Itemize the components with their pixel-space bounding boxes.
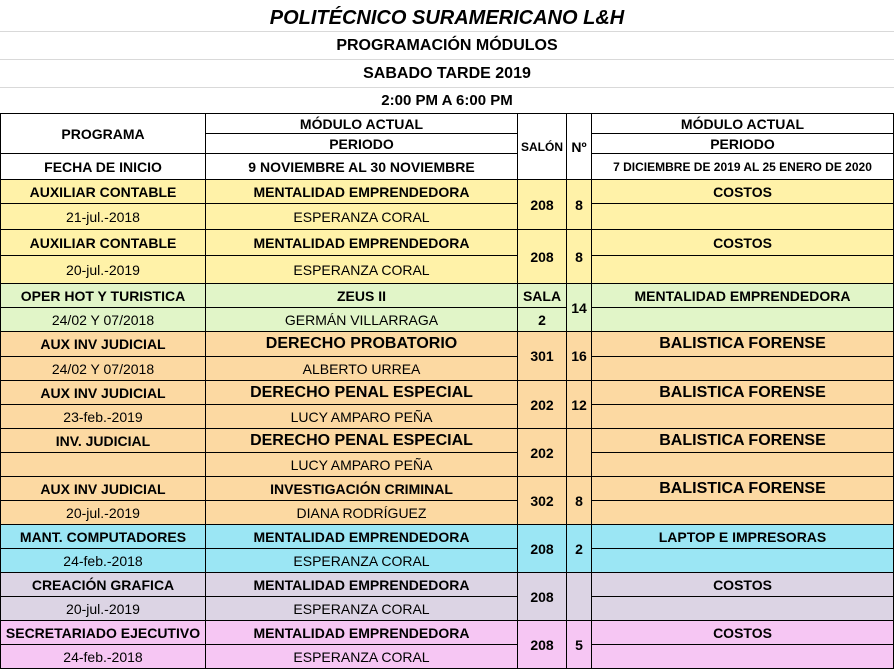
next-module-extra-cell [592, 597, 894, 621]
start-date-cell: 24-feb.-2018 [1, 549, 206, 573]
institution-title: POLITÉCNICO SURAMERICANO L&H [0, 0, 894, 32]
next-module-cell: COSTOS [592, 180, 894, 204]
module-cell: DERECHO PENAL ESPECIAL [206, 429, 518, 453]
table-row [1, 284, 894, 308]
teacher-cell: LUCY AMPARO PEÑA [206, 453, 518, 477]
program-cell: AUX INV JUDICIAL [1, 477, 206, 501]
module-cell: DERECHO PENAL ESPECIAL [206, 381, 518, 405]
table-row [1, 429, 894, 453]
salon-cell: 208 [518, 180, 567, 230]
start-date-cell: 21-jul.-2018 [1, 204, 206, 230]
table-row [1, 381, 894, 405]
teacher-cell: ESPERANZA CORAL [206, 549, 518, 573]
header-modulo-actual-2: MÓDULO ACTUAL [592, 114, 894, 134]
next-module-extra-cell [592, 204, 894, 230]
program-cell: OPER HOT Y TURISTICA [1, 284, 206, 308]
start-date-cell: 24/02 Y 07/2018 [1, 308, 206, 332]
header-num: Nº [567, 114, 592, 180]
next-module-cell: COSTOS [592, 621, 894, 645]
start-date-cell: 20-jul.-2019 [1, 597, 206, 621]
module-cell: MENTALIDAD EMPRENDEDORA [206, 621, 518, 645]
teacher-cell: ESPERANZA CORAL [206, 645, 518, 669]
program-cell: SECRETARIADO EJECUTIVO [1, 621, 206, 645]
next-module-extra-cell [592, 405, 894, 429]
next-module-extra-cell [592, 256, 894, 284]
number-cell [567, 429, 592, 477]
program-cell: MANT. COMPUTADORES [1, 525, 206, 549]
salon-cell: 202 [518, 429, 567, 477]
salon-cell: 208 [518, 621, 567, 669]
module-cell: INVESTIGACIÓN CRIMINAL [206, 477, 518, 501]
header-modulo-actual: MÓDULO ACTUAL [206, 114, 518, 134]
start-date-cell: 23-feb.-2019 [1, 405, 206, 429]
number-cell: 8 [567, 230, 592, 284]
schedule-label: 2:00 PM A 6:00 PM [0, 88, 894, 114]
salon-cell: 208 [518, 525, 567, 573]
table-row [1, 405, 894, 429]
next-module-cell: BALISTICA FORENSE [592, 477, 894, 501]
salon-cell: 202 [518, 381, 567, 429]
module-cell: MENTALIDAD EMPRENDEDORA [206, 525, 518, 549]
table-row [1, 501, 894, 525]
day-label: SABADO TARDE 2019 [0, 60, 894, 88]
number-cell [567, 573, 592, 621]
salon-cell: 301 [518, 332, 567, 381]
salon-cell: 2 [518, 308, 567, 332]
table-row [1, 180, 894, 204]
next-module-cell: LAPTOP E IMPRESORAS [592, 525, 894, 549]
number-cell: 12 [567, 381, 592, 429]
module-cell: ZEUS II [206, 284, 518, 308]
table-row [1, 230, 894, 256]
next-module-cell: COSTOS [592, 573, 894, 597]
start-date-cell [1, 453, 206, 477]
next-module-extra-cell [592, 549, 894, 573]
teacher-cell: GERMÁN VILLARRAGA [206, 308, 518, 332]
header-periodo: PERIODO [206, 134, 518, 154]
next-module-cell: BALISTICA FORENSE [592, 429, 894, 453]
salon-cell: SALA [518, 284, 567, 308]
table-row [1, 645, 894, 669]
number-cell: 16 [567, 332, 592, 381]
schedule-table [0, 113, 894, 669]
next-module-cell: MENTALIDAD EMPRENDEDORA [592, 284, 894, 308]
teacher-cell: ALBERTO URREA [206, 357, 518, 381]
header-salon: SALÓN [518, 114, 567, 180]
program-cell: AUXILIAR CONTABLE [1, 180, 206, 204]
program-cell: AUX INV JUDICIAL [1, 381, 206, 405]
table-row [1, 256, 894, 284]
table-row [1, 621, 894, 645]
start-date-cell: 20-jul.-2019 [1, 501, 206, 525]
program-cell: AUXILIAR CONTABLE [1, 230, 206, 256]
table-row [1, 477, 894, 501]
document-subtitle: PROGRAMACIÓN MÓDULOS [0, 32, 894, 60]
table-row [1, 453, 894, 477]
number-cell: 8 [567, 180, 592, 230]
salon-cell: 302 [518, 477, 567, 525]
table-row [1, 204, 894, 230]
table-row [1, 597, 894, 621]
next-module-cell: BALISTICA FORENSE [592, 332, 894, 357]
number-cell: 14 [567, 284, 592, 332]
table-row [1, 549, 894, 573]
next-module-extra-cell [592, 453, 894, 477]
module-cell: MENTALIDAD EMPRENDEDORA [206, 573, 518, 597]
table-row [1, 308, 894, 332]
start-date-cell: 20-jul.-2019 [1, 256, 206, 284]
salon-cell: 208 [518, 573, 567, 621]
start-date-cell: 24-feb.-2018 [1, 645, 206, 669]
teacher-cell: ESPERANZA CORAL [206, 256, 518, 284]
module-cell: DERECHO PROBATORIO [206, 332, 518, 357]
header-fecha-inicio: FECHA DE INICIO [1, 154, 206, 180]
number-cell: 2 [567, 525, 592, 573]
program-cell: CREACIÓN GRAFICA [1, 573, 206, 597]
module-cell: MENTALIDAD EMPRENDEDORA [206, 180, 518, 204]
module-cell: MENTALIDAD EMPRENDEDORA [206, 230, 518, 256]
table-row [1, 573, 894, 597]
next-module-cell: BALISTICA FORENSE [592, 381, 894, 405]
number-cell: 5 [567, 621, 592, 669]
salon-cell: 208 [518, 230, 567, 284]
header-programa: PROGRAMA [1, 114, 206, 154]
next-module-cell: COSTOS [592, 230, 894, 256]
start-date-cell: 24/02 Y 07/2018 [1, 357, 206, 381]
table-row [1, 357, 894, 381]
next-module-extra-cell [592, 308, 894, 332]
teacher-cell: LUCY AMPARO PEÑA [206, 405, 518, 429]
next-module-extra-cell [592, 357, 894, 381]
header-periodo-1-dates: 9 NOVIEMBRE AL 30 NOVIEMBRE [206, 154, 518, 180]
number-cell: 8 [567, 477, 592, 525]
teacher-cell: ESPERANZA CORAL [206, 204, 518, 230]
teacher-cell: ESPERANZA CORAL [206, 597, 518, 621]
next-module-extra-cell [592, 645, 894, 669]
table-row [1, 332, 894, 357]
program-cell: INV. JUDICIAL [1, 429, 206, 453]
table-row [1, 525, 894, 549]
next-module-extra-cell [592, 501, 894, 525]
header-periodo-2: PERIODO [592, 134, 894, 154]
program-cell: AUX INV JUDICIAL [1, 332, 206, 357]
teacher-cell: DIANA RODRÍGUEZ [206, 501, 518, 525]
header-periodo-2-dates: 7 DICIEMBRE DE 2019 AL 25 ENERO DE 2020 [592, 154, 894, 180]
